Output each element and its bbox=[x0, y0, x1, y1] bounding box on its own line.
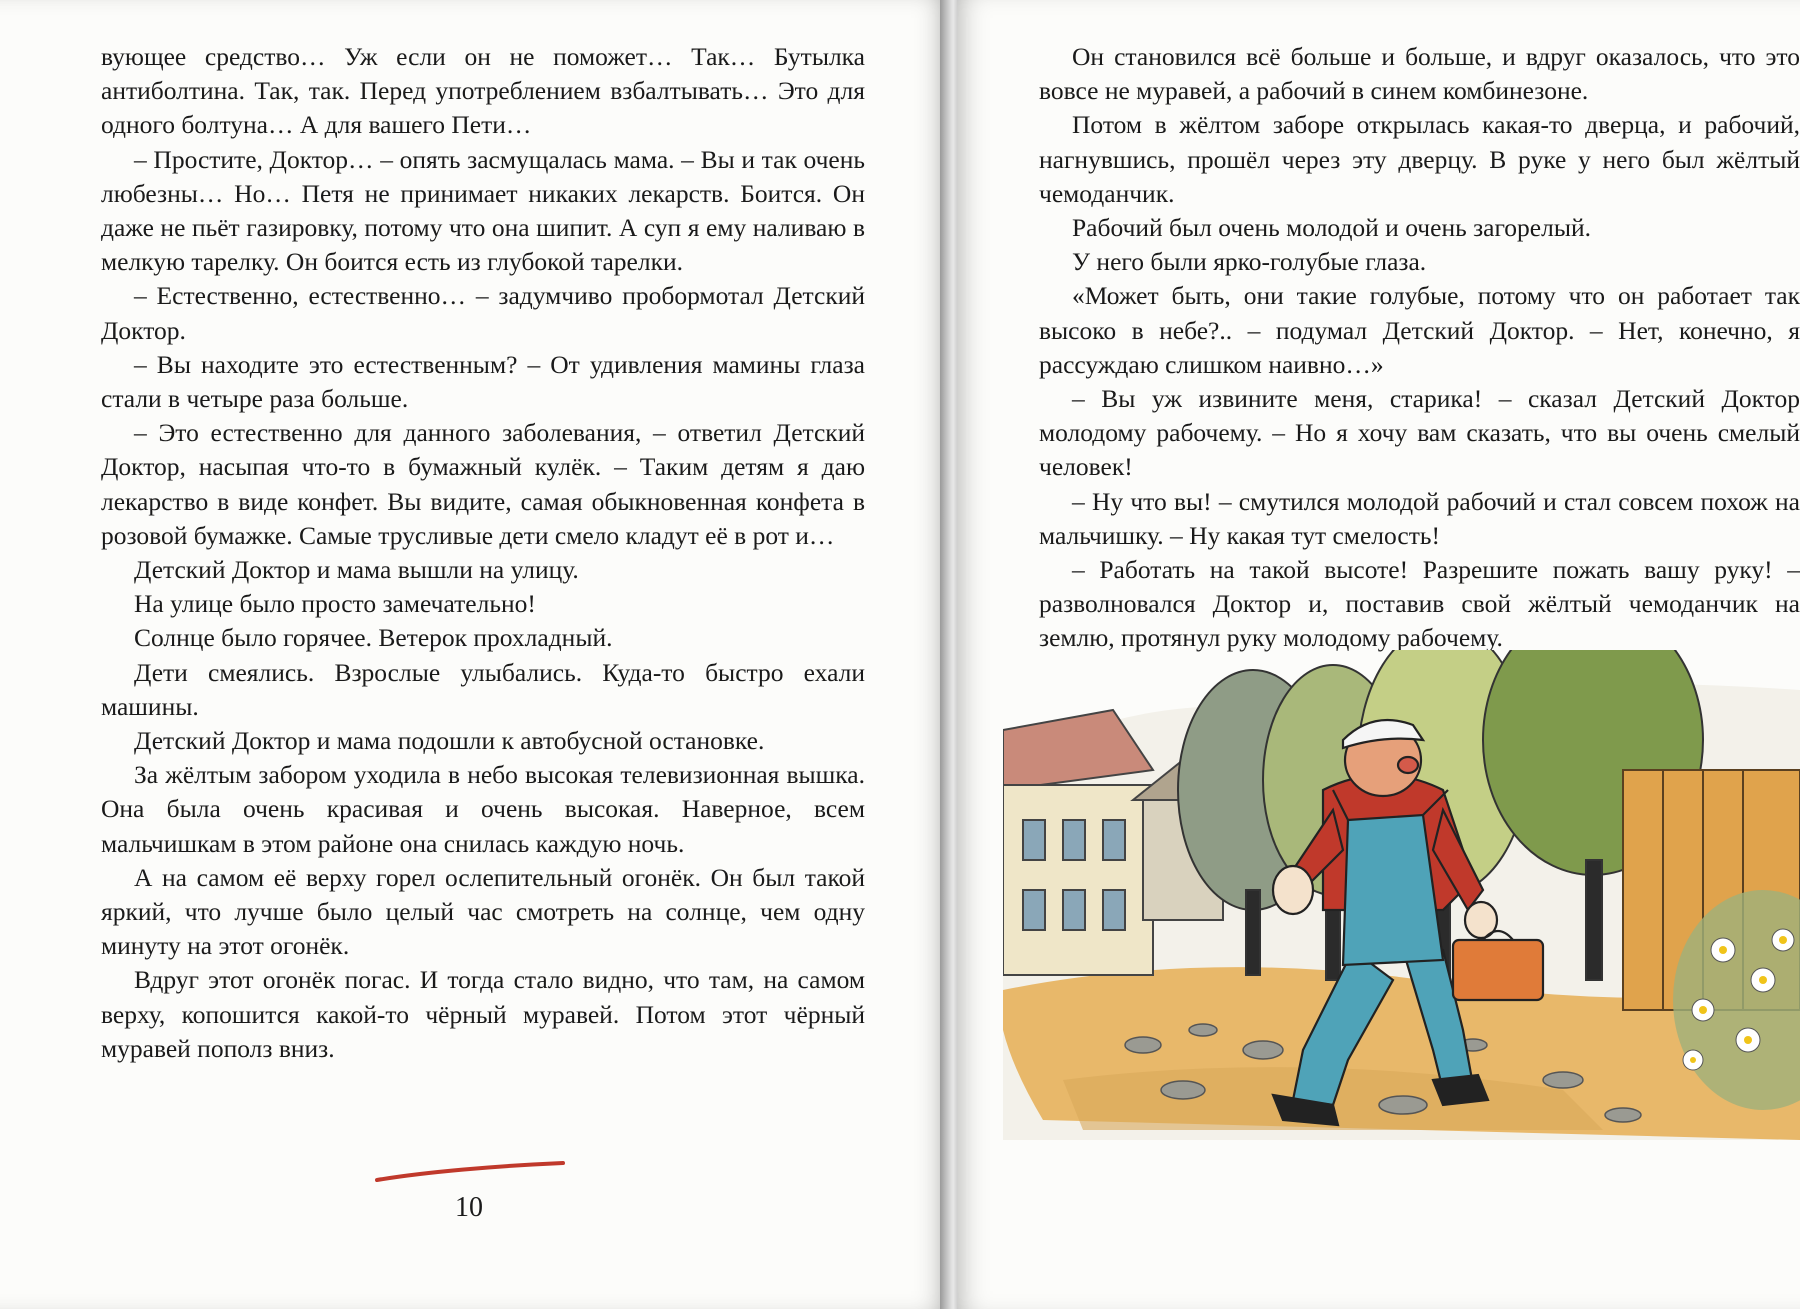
red-brush-stroke bbox=[375, 1160, 565, 1184]
left-page-text bbox=[101, 40, 865, 1066]
paragraph: – Ну что вы! – смутился молодой рабочий и стал совсем похож на мальчишку. – Ну какая тут смелость! bbox=[1039, 486, 1800, 550]
worker-illustration bbox=[1003, 650, 1800, 1140]
paragraph: За жёлтым забором уходила в небо высокая телевизионная вышка. Она была очень красивая и очень высокая. Наверное, всем мальчишкам в этом районе она снилась каждую ночь. bbox=[101, 760, 865, 858]
paragraph: Солнце было горячее. Ветерок прохладный. bbox=[134, 623, 613, 653]
paragraph: «Может быть, они такие голубые, потому что он работает так высоко в небе?.. – подумал Детский Доктор. – Нет, конечно, я рассуждаю слишком наивно…» bbox=[1039, 281, 1800, 379]
paragraph: А на самом её верху горел ослепительный огонёк. Он был такой яркий, что лучше было целый час смотреть на солнце, чем одну минуту на этот огонёк. bbox=[101, 862, 865, 961]
paragraph: – Это естественно для данного заболевания, – ответил Детский Доктор, насыпая что-то в бумажный кулёк. – Таким детям я даю лекарство в виде конфет. Вы видите, самая обыкновенная конфета в розовой бумажке. Самые трусливые дети смело кладут её в рот и… bbox=[101, 418, 865, 550]
paragraph: – Простите, Доктор… – опять засмущалась мама. – Вы и так очень любезны… Но… Петя не принимает никаких лекарств. Боится. Он даже не пьёт газировку, потому что она шипит. А суп я ему наливаю в мелкую тарелку. Он боится есть из глубокой тарелки. bbox=[101, 144, 865, 277]
paragraph: Вдруг этот огонёк погас. И тогда стало видно, что там, на самом верху, копошится какой-то чёрный муравей. Потом этот чёрный муравей пополз вниз. bbox=[101, 965, 865, 1063]
paragraph: – Вы находите это естественным? – От удивления мамины глаза стали в четыре раза больше. bbox=[101, 349, 865, 414]
right-page-text bbox=[1039, 40, 1800, 656]
paragraph: Он становился всё больше и больше, и вдруг оказалось, что это вовсе не муравей, а рабочий в синем комбинезоне. bbox=[1039, 42, 1800, 106]
paragraph: – Естественно, естественно… – задумчиво пробормотал Детский Доктор. bbox=[101, 281, 865, 345]
paragraph: Детский Доктор и мама вышли на улицу. bbox=[134, 555, 579, 585]
paragraph: – Вы уж извините меня, старика! – сказал Детский Доктор молодому рабочему. – Но я хочу вам сказать, что вы очень смелый человек! bbox=[1039, 384, 1800, 482]
paragraph: Рабочий был очень молодой и очень загорелый. bbox=[1072, 213, 1592, 243]
paragraph: Детский Доктор и мама подошли к автобусной остановке. bbox=[134, 726, 765, 756]
paragraph: Дети смеялись. Взрослые улыбались. Куда-то быстро ехали машины. bbox=[101, 657, 865, 721]
paragraph: На улице было просто замечательно! bbox=[134, 589, 536, 619]
paragraph: вующее средство… Уж если он не поможет… Так… Бутылка антиболтина. Так, так. Перед употреблением взбалтывать… Это для одного болтуна… А для вашего Пети… bbox=[101, 42, 865, 140]
paragraph: Потом в жёлтом заборе открылась какая-то дверца, и рабочий, нагнувшись, прошёл через эту дверцу. В руке у него был жёлтый чемоданчик. bbox=[1039, 110, 1800, 208]
paragraph: – Работать на такой высоте! Разрешите пожать вашу руку! – разволновался Доктор и, поставив свой жёлтый чемоданчик на землю, протянул руку молодому рабочему. bbox=[1039, 555, 1800, 653]
paragraph: У него были ярко-голубые глаза. bbox=[1072, 247, 1427, 277]
page-number: 10 bbox=[455, 1192, 483, 1223]
